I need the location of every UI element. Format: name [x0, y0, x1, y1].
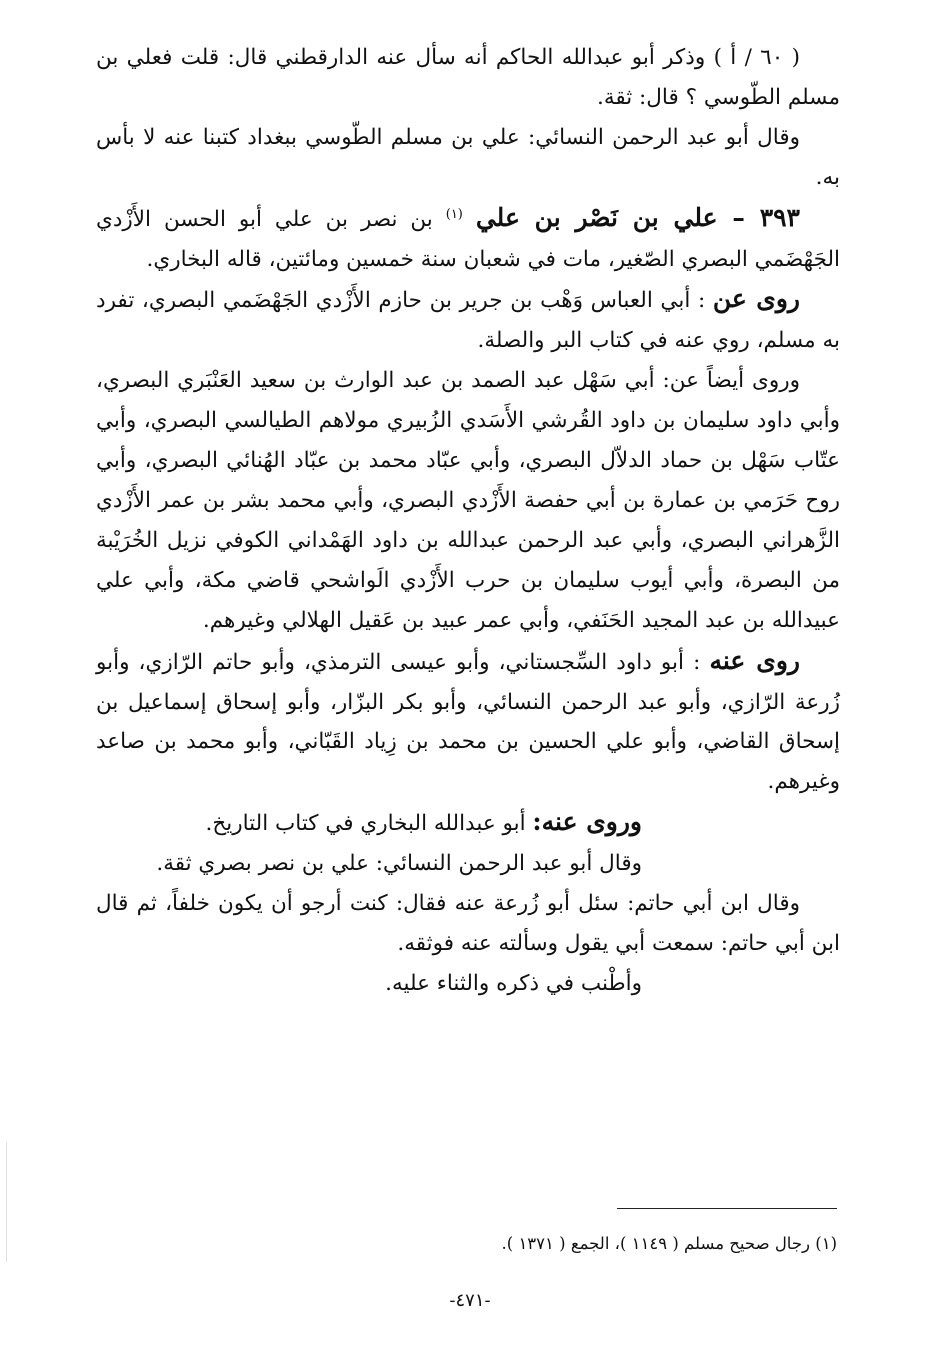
paragraph-text: وأطْنب في ذكره والثناء عليه.: [385, 970, 642, 996]
paragraph-text: وقال ابن أبي حاتم: سئل أبو زُرعة عنه فقال: كنت أرجو أن يكون خلفاً، ثم قال ابن أبي حاتم: سمعت أبي يقول وسألته عنه فوثقه.: [96, 891, 840, 956]
narrated-by-section: [96, 641, 840, 803]
page-number: [0, 1290, 940, 1311]
paragraph-text: أبو عبدالله البخاري في كتاب التاريخ.: [205, 811, 526, 837]
paragraph-text: وروى أيضاً عن: أبي سَهْل عبد الصمد بن عبد الوارث بن سعيد العَنْبَري البصري، وأبي داود سليمان بن داود القُرشي الأَسَدي الزُبيري مولاهم الطيالسي البصري، وأبي عتّاب سَهْل بن حماد الدلاّل البصري، وأبي عبّاد محمد بن عبّاد الهُنائي البصري، وأبي روح حَرَمي بن عمارة بن أبي حفصة الأَزْدي البصري، وأبي محمد بشر بن عمر الأَزْدي الزَّهراني البصري، وأبي عبد الرحمن عبدالله بن داود الهَمْداني الكوفي نزيل الخُرَيْبة من البصرة، وأبي أيوب سليمان بن حرب الأَزْدي الَواشحي قاضي مكة، وأبي علي عبيدالله بن عبد المجيد الحَنَفي، وأبي عمر عبيد بن عَقيل الهلالي وغيرهم.: [96, 368, 840, 633]
paragraph-nasai-thiqa: [96, 844, 642, 884]
paragraph-praise: [96, 964, 642, 1004]
footnote-text: (١) رجال صحيح مسلم ( ١١٤٩ )، الجمع ( ١٣٧١ ).: [501, 1234, 837, 1253]
also-narrated-from-section: [96, 361, 840, 640]
entry-393-heading: [96, 198, 840, 280]
narrated-from-section: [96, 279, 840, 361]
footnote-divider: [617, 1208, 837, 1209]
paragraph-ibn-abi-hatim: [96, 884, 840, 964]
footnote: [237, 1232, 837, 1256]
paragraph-nasai-tusi: [96, 118, 840, 198]
section-label: روى عن: [712, 284, 800, 314]
entry-number-title: ٣٩٣ – علي بن نَصْر بن علي: [475, 202, 800, 232]
section-label: روى عنه: [709, 645, 800, 675]
page-number-text: -٤٧١-: [449, 1290, 491, 1311]
paragraph-text: ( ٦٠ / أ ) وذكر أبو عبدالله الحاكم أنه سأل عنه الدارقطني قال: قلت فعلي بن مسلم الطّوسي ؟ قال: ثقة.: [96, 45, 840, 110]
footnote-reference: (١): [445, 206, 463, 222]
paragraph-text: بن نصر بن علي أبو الحسن الأَزْدي الجَهْضَمي البصري الصّغير، مات في شعبان سنة خمسين ومائتين، قاله البخاري.: [96, 206, 840, 272]
paragraph-text: وقال أبو عبد الرحمن النسائي: علي بن مسلم الطّوسي ببغداد كتبنا عنه لا بأس به.: [96, 124, 840, 190]
paragraph-text: وقال أبو عبد الرحمن النسائي: علي بن نصر بصري ثقة.: [156, 851, 642, 877]
section-label: وروى عنه:: [532, 807, 642, 837]
bukhari-narration: [96, 802, 642, 844]
scan-edge-line: [6, 1142, 7, 1262]
page-body: [96, 38, 840, 1004]
paragraph-hakim-report: [96, 38, 840, 118]
paragraph-text: : أبي العباس وَهْب بن جرير بن حازم الأَزْدي الجَهْضَمي البصري، تفرد به مسلم، روي عنه في كتاب البر والصلة.: [96, 288, 840, 354]
paragraph-text: : أبو داود السِّجستاني، وأبو عيسى الترمذي، وأبو حاتم الرّازي، وأبو زُرعة الرّازي، وأبو عبد الرحمن النسائي، وأبو بكر البزّار، وأبو إسحاق إسماعيل بن إسحاق القاضي، وأبو علي الحسين بن محمد بن زِياد القَبّاني، وأبو محمد بن صاعد وغيرهم.: [96, 649, 841, 795]
